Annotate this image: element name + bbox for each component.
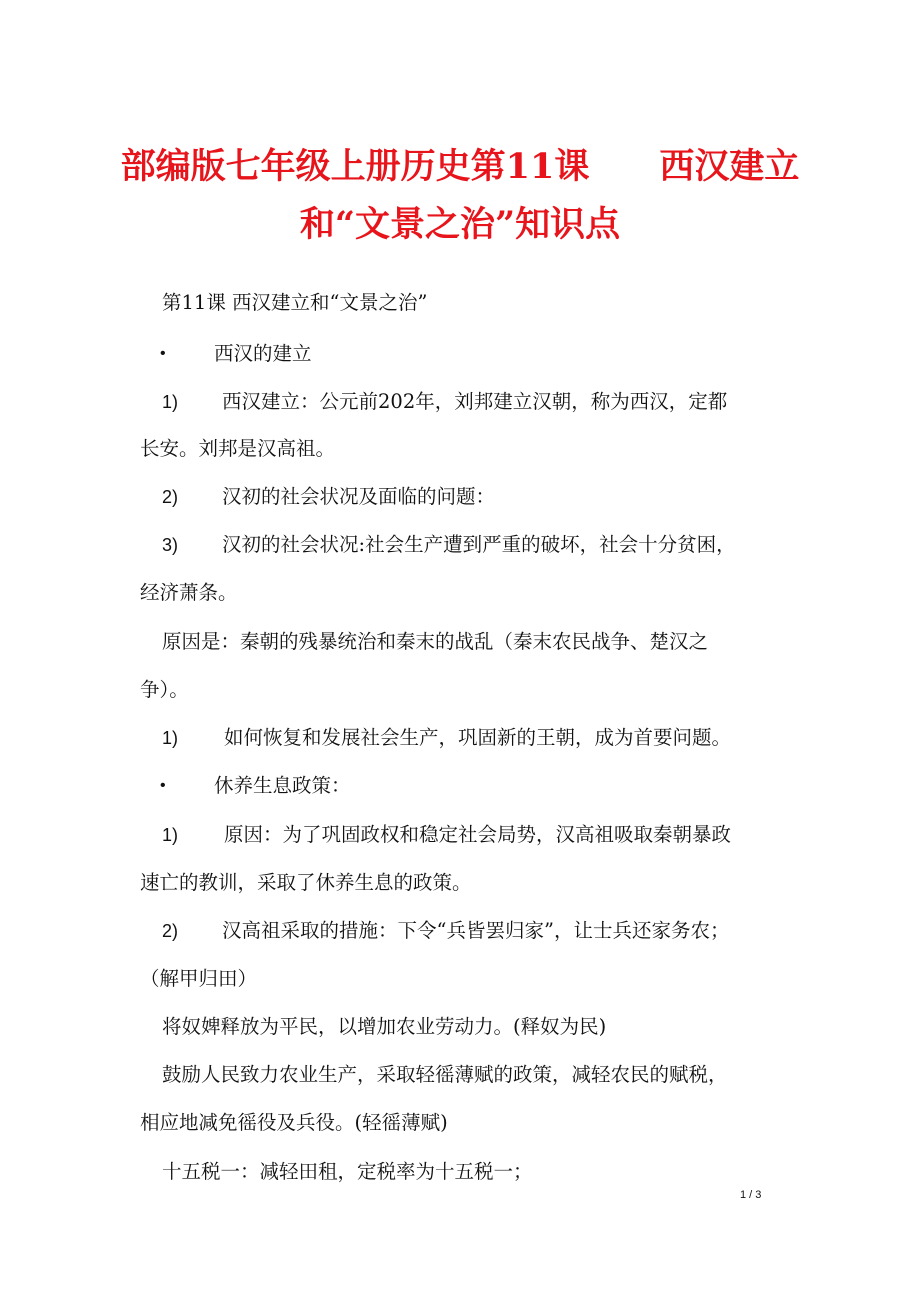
page-indicator: 1 / 3 [740, 1189, 762, 1201]
document-title-line-2: 和“文景之治”知识点 [299, 204, 621, 245]
policy-reason-line-1: 原因：为了巩固政权和稳定社会局势，汉高祖吸取秦朝暴政 [224, 823, 732, 846]
list-number: 3) [162, 535, 179, 555]
social-conditions-line-2: 经济萧条。 [140, 581, 238, 604]
section-heading-recuperation: 休养生息政策： [214, 774, 351, 797]
policy-reason-line-2: 速亡的教训，采取了休养生息的政策。 [140, 871, 472, 894]
section-heading-founding: 西汉的建立 [214, 342, 312, 365]
encourage-agriculture-line-2: 相应地减免徭役及兵役。(轻徭薄赋) [140, 1111, 448, 1134]
cause-paragraph-line-2: 争）。 [140, 678, 189, 701]
list-number: 2) [162, 921, 179, 941]
free-slaves-paragraph: 将奴婢释放为平民，以增加农业劳动力。(释奴为民) [162, 1015, 607, 1038]
measures-line-1: 汉高祖采取的措施：下令“兵皆罢归家”，让士兵还家务农； [222, 919, 730, 942]
list-number: 1) [162, 392, 179, 412]
bullet-marker: • [160, 777, 166, 794]
founding-item-line-1: 西汉建立：公元前202年，刘邦建立汉朝，称为西汉，定都 [222, 390, 728, 413]
list-number: 1) [162, 728, 179, 748]
early-han-problems-item: 汉初的社会状况及面临的问题： [222, 485, 496, 508]
encourage-agriculture-line-1: 鼓励人民致力农业生产，采取轻徭薄赋的政策，减轻农民的赋税， [162, 1063, 728, 1086]
cause-paragraph-line-1: 原因是：秦朝的残暴统治和秦末的战乱（秦末农民战争、楚汉之 [162, 630, 709, 653]
lesson-subtitle: 第11课 西汉建立和“文景之治” [162, 291, 428, 314]
primary-problem-item: 如何恢复和发展社会生产，巩固新的王朝，成为首要问题。 [224, 726, 732, 749]
document-title-line-1: 部编版七年级上册历史第11课 西汉建立 [120, 146, 800, 187]
social-conditions-line-1: 汉初的社会状况:社会生产遭到严重的破坏，社会十分贫困， [222, 533, 736, 556]
list-number: 2) [162, 487, 179, 507]
tax-rate-paragraph: 十五税一：减轻田租，定税率为十五税一； [162, 1160, 533, 1183]
list-number: 1) [162, 825, 179, 845]
bullet-marker: • [160, 345, 166, 362]
founding-item-line-2: 长安。刘邦是汉高祖。 [140, 437, 336, 460]
measures-line-2: （解甲归田） [140, 967, 258, 990]
